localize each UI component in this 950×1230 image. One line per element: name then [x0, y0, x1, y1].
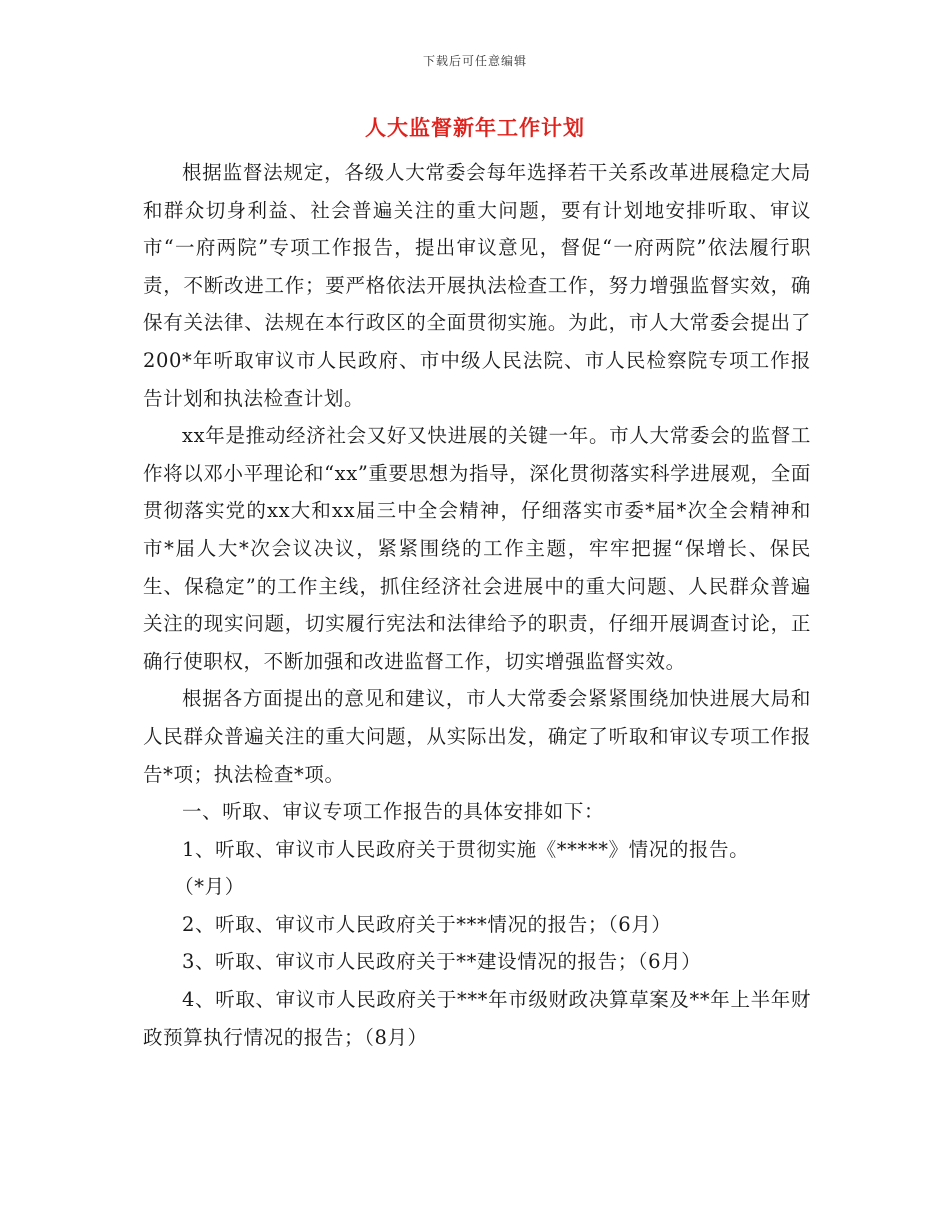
list-item-2: 2、听取、审议市人民政府关于***情况的报告；（6月） [182, 912, 672, 936]
list-item-3: 3、听取、审议市人民政府关于**建设情况的报告；（6月） [182, 950, 702, 974]
paragraph-intro: 根据监督法规定，各级人大常委会每年选择若干关系改革进展稳定大局和群众切身利益、社会普遍关注的重大问题，要有计划地安排听取、审议市“一府两院”专项工作报告，提出审议意见，督促“一府两院”依法履行职责，不断改进工作；要严格依法开展执法检查工作，努力增强监督实效，确保有关法律、法规在本行政区的全面贯彻实施。为此，市人大常委会提出了200*年听取审议市人民政府、市中级人民法院、市人民检察院专项工作报告计划和执法检查计划。 [143, 161, 811, 410]
header-note: 下载后可任意编辑 [422, 54, 527, 68]
list-item-1: 1、听取、审议市人民政府关于贯彻实施《*****》情况的报告。 [182, 837, 750, 861]
document-body [143, 154, 811, 1056]
list-item-1-month: （*月） [174, 875, 245, 899]
section-heading-1: 一、听取、审议专项工作报告的具体安排如下： [182, 800, 605, 824]
paragraph-guiding-ideas: xx年是推动经济社会又好又快进展的关键一年。市人大常委会的监督工作将以邓小平理论和“xx”重要思想为指导，深化贯彻落实科学进展观，全面贯彻落实党的xx大和xx届三中全会精神，仔细落实市委*届*次全会精神和市*届人大*次会议决议，紧紧围绕的工作主题，牢牢把握“保增长、保民生、保稳定”的工作主线，抓住经济社会进展中的重大问题、人民群众普遍关注的现实问题，切实履行宪法和法律给予的职责，仔细开展调查讨论，正确行使职权，不断加强和改进监督工作，切实增强监督实效。 [143, 424, 811, 673]
document-title: 人大监督新年工作计划 [365, 115, 585, 140]
paragraph-plan-summary: 根据各方面提出的意见和建议，市人大常委会紧紧围绕加快进展大局和人民群众普遍关注的重大问题，从实际出发，确定了听取和审议专项工作报告*项；执法检查*项。 [143, 687, 811, 786]
list-item-4: 4、听取、审议市人民政府关于***年市级财政决算草案及**年上半年财政预算执行情况的报告；（8月） [143, 988, 811, 1049]
